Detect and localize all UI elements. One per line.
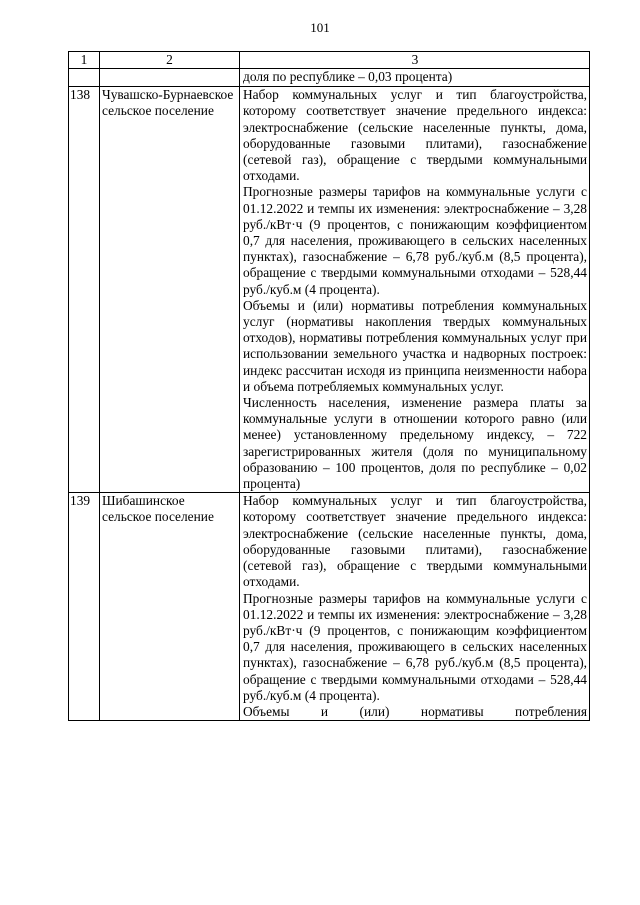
services-paragraph: Набор коммунальных услуг и тип благоустройства, которому соответствует значение предельного индекса: электроснабжение (сельские населенные пункты, дома, оборудованные газовыми плитами), газоснабжение (сетевой газ), обращение с твердыми коммунальными отходами. bbox=[243, 87, 587, 184]
row-number: 139 bbox=[69, 493, 100, 721]
row-number: 138 bbox=[69, 87, 100, 493]
tariffs-paragraph: Прогнозные размеры тарифов на коммунальные услуги с 01.12.2022 и темпы их изменения: электроснабжение – 3,28 руб./кВт·ч (9 процентов, с понижающим коэффициентом 0,7 для населения, проживающего в сельских населенных пунктах), газоснабжение – 6,78 руб./куб.м (8,5 процента), обращение с твердыми коммунальными отходами – 528,44 руб./куб.м (4 процента). bbox=[243, 184, 587, 297]
header-col-2: 2 bbox=[100, 52, 240, 69]
continuation-row bbox=[69, 69, 590, 87]
table-row bbox=[69, 87, 590, 493]
tariffs-paragraph: Прогнозные размеры тарифов на коммунальные услуги с 01.12.2022 и темпы их изменения: электроснабжение – 3,28 руб./кВт·ч (9 процентов, с понижающим коэффициентом 0,7 для населения, проживающего в сельских населенных пунктах), газоснабжение – 6,78 руб./куб.м (8,5 процента), обращение с твердыми коммунальными отходами – 528,44 руб./куб.м (4 процента). bbox=[243, 590, 587, 703]
table-header-row bbox=[69, 52, 590, 69]
continuation-text: доля по республике – 0,03 процента) bbox=[240, 69, 590, 87]
page-number: 101 bbox=[310, 20, 330, 35]
header-col-3: 3 bbox=[240, 52, 590, 69]
population-paragraph: Численность населения, изменение размера платы за коммунальные услуги в отношении которого равно (или менее) установленному предельному индексу, – 722 зарегистрированных жителя (доля по муниципальному образованию – 100 процентов, доля по республике – 0,02 процента) bbox=[243, 395, 587, 492]
row-details bbox=[240, 493, 590, 721]
municipality-name: Шибашинское сельское поселение bbox=[100, 493, 240, 721]
norms-paragraph: Объемы и (или) нормативы потребления bbox=[243, 703, 587, 719]
row-details bbox=[240, 87, 590, 493]
tariff-table bbox=[68, 51, 590, 721]
table-row bbox=[69, 493, 590, 721]
services-paragraph: Набор коммунальных услуг и тип благоустройства, которому соответствует значение предельного индекса: электроснабжение (сельские населенные пункты, дома, оборудованные газовыми плитами), газоснабжение (сетевой газ), обращение с твердыми коммунальными отходами. bbox=[243, 493, 587, 590]
norms-paragraph: Объемы и (или) нормативы потребления коммунальных услуг (нормативы накопления твердых коммунальных отходов), нормативы потребления коммунальных услуг при использовании земельного участка и надворных построек: индекс рассчитан исходя из принципа неизменности набора и объема потребляемых коммунальных услуг. bbox=[243, 297, 587, 394]
header-col-1: 1 bbox=[69, 52, 100, 69]
municipality-name: Чувашско-Бурнаевское сельское поселение bbox=[100, 87, 240, 493]
